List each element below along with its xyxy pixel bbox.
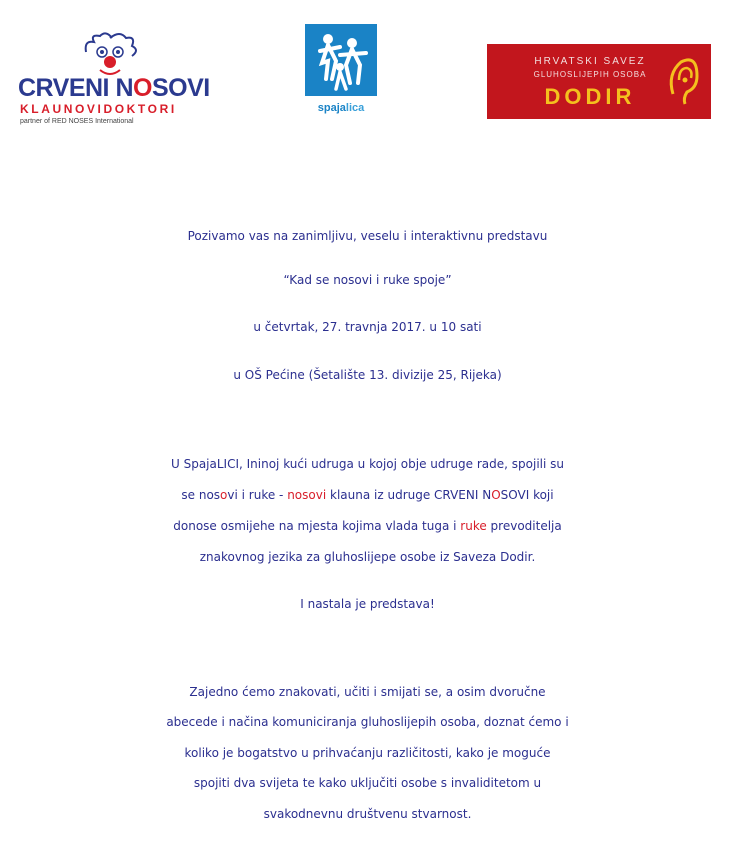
- spajalica-logo: [305, 24, 377, 114]
- paragraph1-line3: donose osmijehe na mjesta kojima vlada tuga i ruke prevoditelja: [173, 519, 562, 533]
- crveni-nosovi-subtitle: KLAUNOVIDOKTORI: [20, 102, 177, 116]
- dodir-line2: GLUHOSLIJEPIH OSOBA: [533, 70, 647, 79]
- dodir-logo: [487, 44, 711, 119]
- paragraph3-line4: spojiti dva svijeta te kako uključiti osobe s invaliditetom u: [193, 776, 542, 790]
- paragraph3-line3: koliko je bogatstvo u prihvaćanju različitosti, kako je moguće: [184, 746, 551, 760]
- spajalica-figures-icon: [305, 24, 377, 96]
- paragraph1-line1: U SpajaLICI, Ininoj kući udruga u kojoj obje udruge rade, spojili su: [170, 457, 564, 471]
- invitation-line-1: Pozivamo vas na zanimljivu, veselu i interaktivnu predstavu: [187, 229, 548, 243]
- dodir-wordmark: DODIR: [544, 84, 636, 109]
- paragraph3-line1: Zajedno ćemo znakovati, učiti i smijati se, a osim dvoručne: [189, 685, 546, 699]
- paragraph1-line4: znakovnog jezika za gluhoslijepe osobe iz Saveza Dodir.: [199, 550, 536, 564]
- event-location: u OŠ Pećine (Šetalište 13. divizije 25, Rijeka): [233, 368, 502, 382]
- event-date: u četvrtak, 27. travnja 2017. u 10 sati: [253, 320, 482, 334]
- spajalica-wordmark: spajalica: [317, 102, 365, 114]
- crveni-nosovi-wordmark: CRVENI NOSOVI: [18, 74, 210, 102]
- paragraph3-line5: svakodnevnu društvenu stvarnost.: [263, 807, 472, 821]
- show-title: “Kad se nosovi i ruke spoje”: [283, 273, 452, 287]
- paragraph1-line2: se nosovi i ruke - nosovi klauna iz udruge CRVENI NOSOVI koji: [181, 488, 554, 502]
- paragraph3-line2: abecede i načina komuniciranja gluhoslijepih osoba, doznat ćemo i: [166, 715, 569, 729]
- dodir-line1: HRVATSKI SAVEZ: [534, 56, 646, 67]
- crveni-nosovi-partner-note: partner of RED NOSES International: [20, 118, 134, 125]
- ear-icon: [665, 54, 701, 110]
- crveni-nosovi-logo: [18, 30, 210, 125]
- clown-face-icon: [80, 32, 140, 80]
- paragraph2: I nastala je predstava!: [300, 597, 435, 611]
